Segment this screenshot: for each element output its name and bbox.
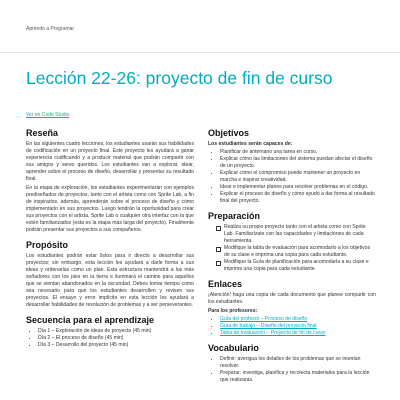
objetivos-list (208, 149, 376, 205)
left-column (26, 128, 194, 351)
enlaces-sub: Para los profesores: (208, 308, 258, 314)
enlaces-intro: ¡Atención! haga una copia de cada documento que planee compartir con los estudiantes. (208, 292, 376, 305)
enlaces-heading: Enlaces (208, 279, 243, 289)
list-item: • Día 2 – El proceso de diseño (45 min) (38, 335, 194, 342)
right-column (208, 128, 376, 386)
resena-paragraph: En las siguientes cuatro lecciones, los estudiantes usarán sus habilidades de codificación en un proyecto final. Este proyecto les ayudará a ganar experiencia codificando y a producir material que podrán compartir con sus amigos y seres queridos. Los estudiantes van a explorar, idear, aprender sobre el proceso de diseño, desarrollar y presentar su resultado final. (26, 141, 194, 182)
vocabulario-list (208, 356, 376, 384)
teacher-guide-link[interactable]: Guía del profesor – Proceso de diseño (220, 316, 308, 322)
worksheet-link[interactable]: Guía de trabajo – Diseño del proyecto final (220, 323, 317, 329)
proposito-paragraph: Los estudiantes podrán estar listos para ir directo a desarrollar sus proyectos; sin embargo, esta lección les ayudará a darle forma a sus ideas y ordenarlas como un plan. Esta estructura mantendrá a los más soñadores con los pies en la tierra e iluminará el camino para aquellos que se sientan abandonados en la oscuridad. Debes tomar tiempo como sea necesario para que los estudiantes desarrollen y revisen sus proyectos. El ensayo y error implícito en esta lección les ayudará a desarrollar habilidades de resolución de problemas y a ser perseverantes. (26, 253, 194, 308)
page-title: Lección 22-26: proyecto de fin de curso (26, 68, 333, 88)
list-item: • Día 3 – Desarrollo del proyecto (45 min) (38, 342, 194, 349)
secuencia-heading: Secuencia para el aprendizaje (26, 315, 155, 325)
code-studio-link[interactable]: Ver en Code Studio (26, 112, 70, 118)
list-item (220, 323, 376, 330)
preparacion-list (208, 224, 376, 273)
preparacion-heading: Preparación (208, 211, 261, 221)
top-bar (0, 0, 400, 53)
list-item (220, 316, 376, 323)
list-item: • Idear e implementar planes para resolver problemas en el código. (220, 184, 376, 191)
list-item: • Explicar cómo el compromiso puede mantener un proyecto en marcha e inspirar creatividad. (220, 170, 376, 184)
list-item: • Planificar de antemano una tarea en curso. (220, 149, 376, 156)
list-item: Modifique la tabla de evaluación para acomodarlo a los objetivos de su clase e imprima una copia para cada estudiante. (216, 245, 376, 259)
resena-paragraph: En la etapa de exploración, los estudiantes experimentarán con ejemplos prediseñados de proyectos, tanto con el artista como con Sprite Lab, a fin de inspirarlos. además, aprenderán sobre el proceso de diseño y cómo implementarlo en sus proyectos. Luego tendrán la oportunidad para crear sus proyectos con el artista, Sprite Lab o cualquier otra interfaz con la que estén familiarizados (esta es la etapa más larga del proyecto). Finalmente podrán presentar sus proyectos a sus compañeros. (26, 185, 194, 233)
enlaces-list (208, 316, 376, 337)
objetivos-intro: Los estudiantes serán capaces de: (208, 141, 293, 147)
list-item: • Explicar cómo las limitaciones del sistema puedan afectar el diseño de un proyecto. (220, 156, 376, 170)
list-item: • Explicar el proceso de diseño y cómo ayudó a dar forma al resultado final del proyecto. (220, 191, 376, 205)
list-item: • Preparar: investiga, planifica y recolecta materiales para la lección que realizarás. (220, 370, 376, 384)
list-item: • Definir: averigua los detalles de los problemas que se intentan resolver. (220, 356, 376, 370)
list-item (220, 330, 376, 337)
vocabulario-heading: Vocabulario (208, 343, 259, 353)
list-item: Realiza su propio proyecto tanto con el artista como con Sprite Lab. Familiarízate con las capacidades y limitaciones de cada herramienta. (216, 224, 376, 245)
rubric-link[interactable]: Tabla de evaluación – Proyecto de fin de curso (220, 330, 326, 336)
brand-label: Aprendo a Programar (26, 26, 75, 32)
list-item: • Día 1 – Exploración de ideas de proyecto (45 min) (38, 328, 194, 335)
secuencia-list (26, 328, 194, 349)
objetivos-heading: Objetivos (208, 128, 250, 138)
proposito-heading: Propósito (26, 240, 68, 250)
list-item: Modifique la Guía de planificación para acomodarla a su clase e imprima una copia para cada estudiante. (216, 259, 376, 273)
resena-heading: Reseña (26, 128, 59, 138)
